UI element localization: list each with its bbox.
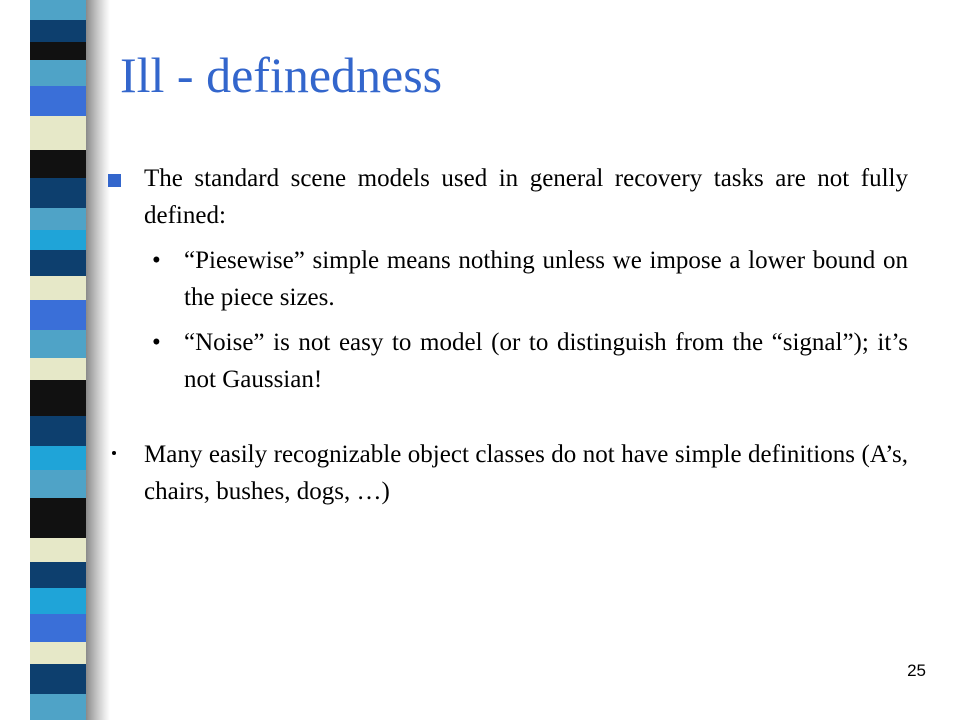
- sub-bullet-text: “Piesewise” simple means nothing unless we impose a lower bound on the piece sizes.: [184, 247, 908, 311]
- stripe-segment: [30, 498, 90, 538]
- stripe-segment: [30, 208, 90, 230]
- stripe-segment: [30, 358, 90, 380]
- bullet-dot-icon: •: [152, 247, 161, 274]
- stripe-segment: [30, 250, 90, 276]
- stripe-segment: [30, 330, 90, 358]
- bullet-item: [108, 436, 908, 510]
- slide-content: [108, 160, 908, 510]
- stripe-segment: [30, 60, 90, 86]
- stripe-segment: [30, 86, 90, 116]
- stripe-segment: [30, 642, 90, 664]
- stripe-segment: [30, 664, 90, 694]
- stripe-segment: [30, 20, 90, 42]
- stripe-segment: [30, 380, 90, 416]
- stripe-shadow: [86, 0, 110, 720]
- slide-title: Ill - definedness: [120, 47, 443, 103]
- sub-bullet-item: [108, 242, 908, 316]
- stripe-segment: [30, 614, 90, 642]
- stripe-segment: [30, 276, 90, 300]
- stripe-segment: [30, 178, 90, 208]
- bullet-dot-icon: •: [152, 329, 161, 356]
- stripe-segment: [30, 588, 90, 614]
- decorative-stripe-bar: [30, 0, 90, 720]
- stripe-segment: [30, 562, 90, 588]
- page-number: 25: [907, 661, 926, 680]
- stripe-segment: [30, 694, 90, 720]
- bullet-text: The standard scene models used in general recovery tasks are not fully defined:: [144, 165, 908, 229]
- stripe-segment: [30, 42, 90, 60]
- stripe-segment: [30, 416, 90, 446]
- sub-bullet-text: “Noise” is not easy to model (or to distinguish from the “signal”); it’s not Gaussian!: [184, 329, 908, 393]
- left-margin: [0, 0, 30, 720]
- stripe-segment: [30, 470, 90, 498]
- stripe-segment: [30, 116, 90, 150]
- stripe-segment: [30, 230, 90, 250]
- stripe-segment: [30, 0, 90, 20]
- small-dot-bullet-icon: [112, 451, 116, 455]
- stripe-segment: [30, 446, 90, 470]
- stripe-segment: [30, 300, 90, 330]
- sub-bullet-item: [108, 324, 908, 398]
- bullet-text: Many easily recognizable object classes do not have simple definitions (A’s, chairs, bushes, dogs, …): [144, 441, 908, 505]
- bullet-item: [108, 160, 908, 234]
- stripe-segment: [30, 538, 90, 562]
- square-bullet-icon: [108, 174, 121, 187]
- stripe-segment: [30, 150, 90, 178]
